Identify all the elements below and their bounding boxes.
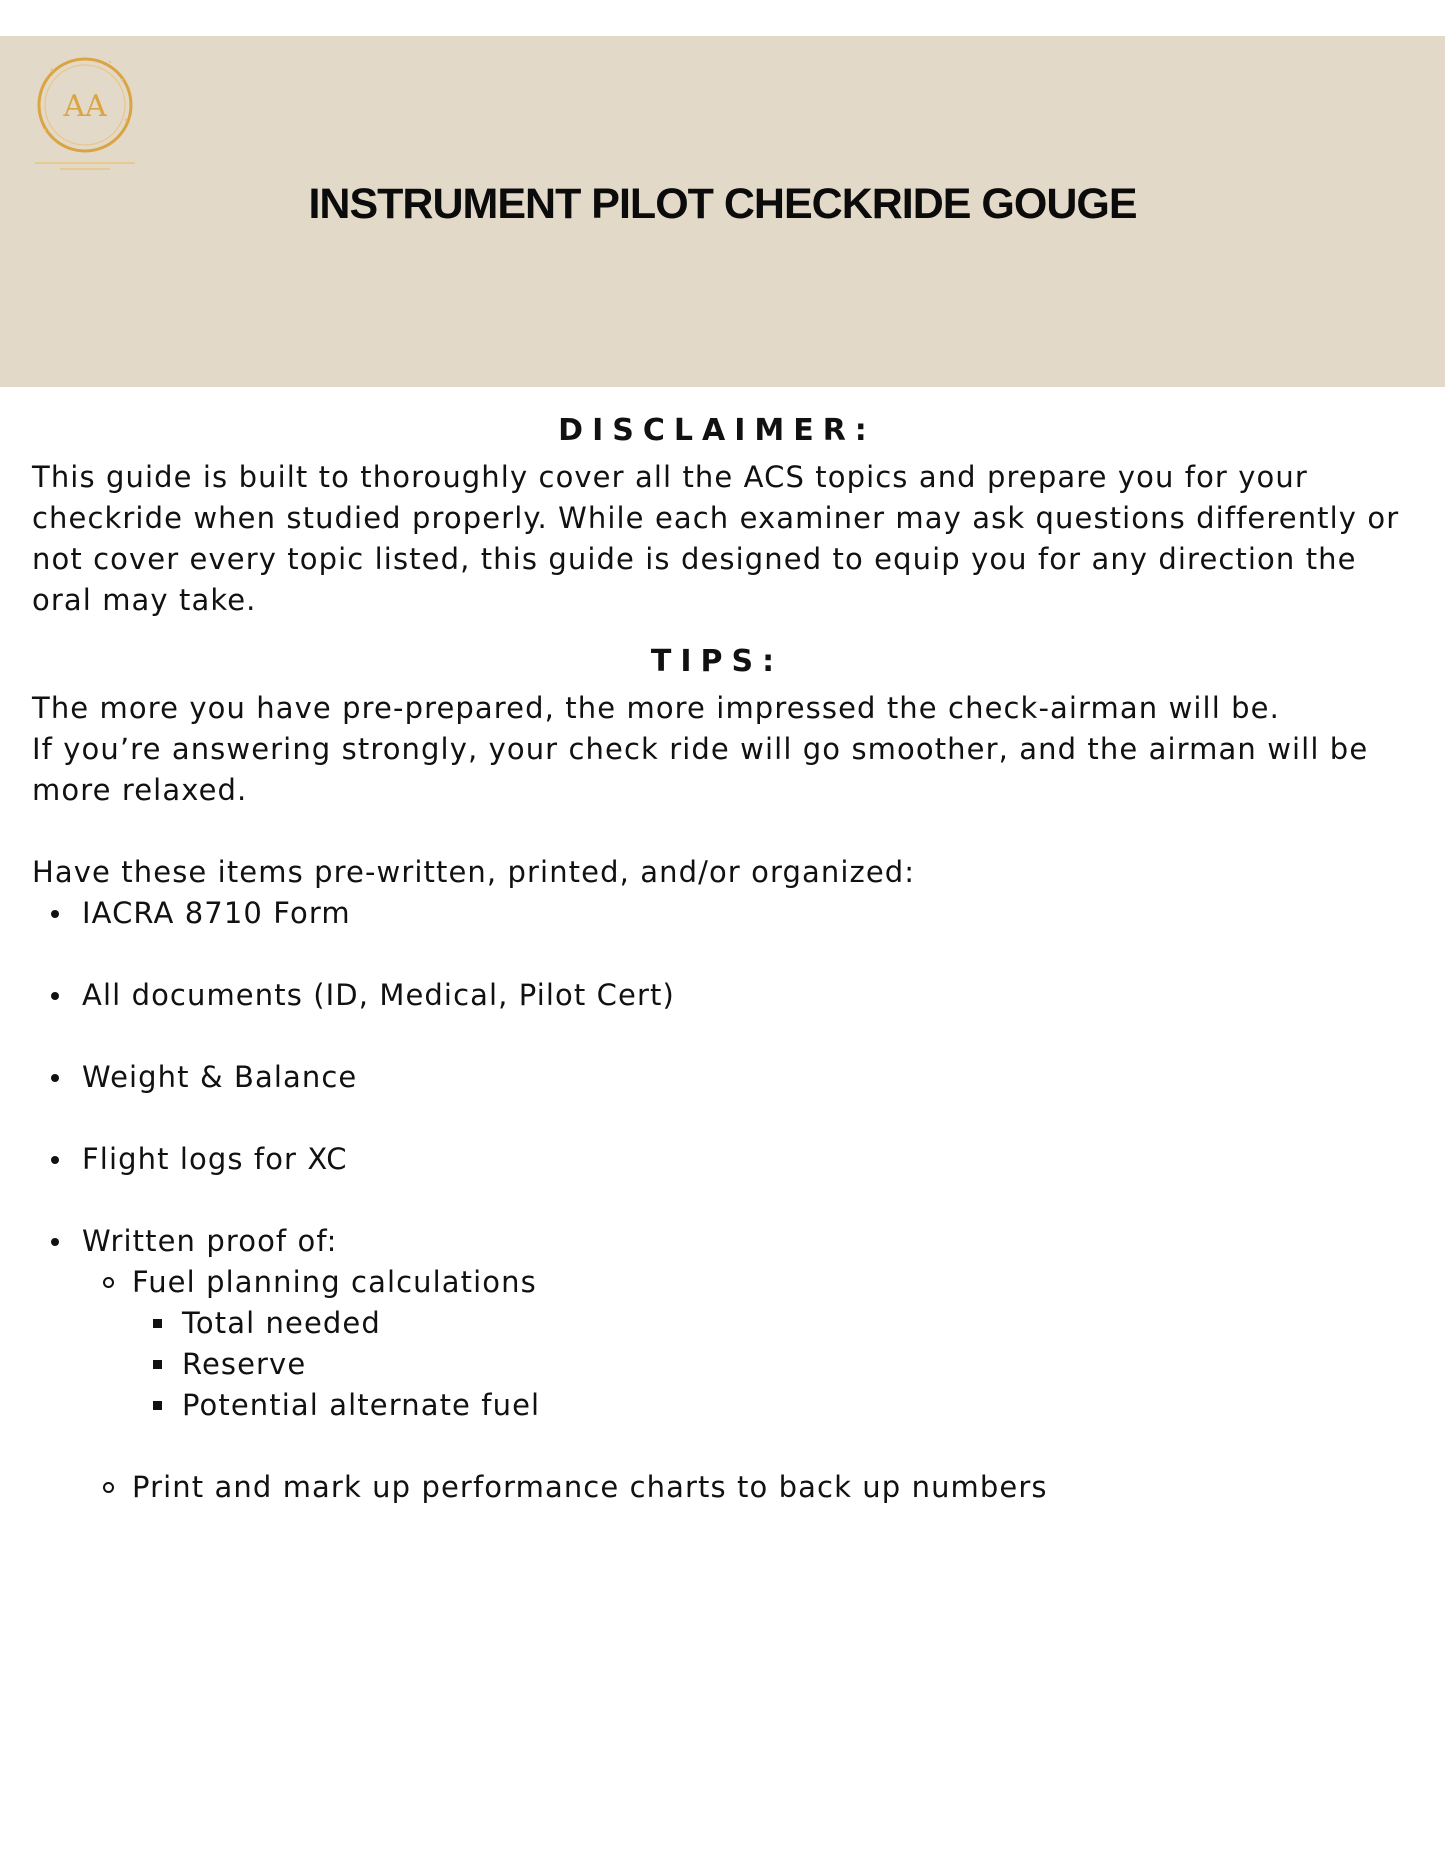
disclaimer-text: This guide is built to thoroughly cover all the ACS topics and prepare you for your checkride when studied properly. While each examiner may ask questions differently or not cover every topic listed, this guide is designed to equip you for any direction the oral may take. [32, 460, 1400, 617]
list-item [32, 1057, 1402, 1098]
checklist [32, 893, 1402, 1508]
square-bullet-icon [153, 1319, 162, 1328]
list-item [32, 975, 1402, 1016]
bullet-icon [51, 992, 59, 1000]
written-proof-list [82, 1262, 1402, 1508]
checklist-intro: Have these items pre-written, printed, and/or organized: [32, 855, 916, 889]
sub-sub-list-item-label: Potential alternate fuel [182, 1388, 541, 1422]
brand-logo [30, 50, 140, 180]
list-item-label: Flight logs for XC [82, 1142, 348, 1176]
list-item-label: Weight & Balance [82, 1060, 358, 1094]
disclaimer-heading: DISCLAIMER: [558, 413, 876, 448]
sub-list-item-label: Fuel planning calculations [132, 1265, 537, 1299]
square-bullet-icon [153, 1360, 162, 1369]
bullet-icon [51, 910, 59, 918]
list-item [32, 1139, 1402, 1180]
fuel-list [132, 1303, 1402, 1426]
list-item-label: Written proof of: [82, 1224, 338, 1258]
tips-line-1: The more you have pre-prepared, the more impressed the check-airman will be. [32, 691, 1280, 725]
sub-list-item [82, 1467, 1402, 1508]
bullet-icon [51, 1074, 59, 1082]
sub-sub-list-item [132, 1344, 1402, 1385]
hollow-bullet-icon [103, 1277, 114, 1288]
main-content [32, 410, 1402, 1508]
tips-line-2: If you’re answering strongly, your check ride will go smoother, and the airman will be more relaxed. [32, 732, 1369, 807]
list-item [32, 1221, 1402, 1508]
hollow-bullet-icon [103, 1482, 114, 1493]
sub-list-item-label: Print and mark up performance charts to back up numbers [132, 1470, 1048, 1504]
list-item [32, 893, 1402, 934]
sub-list-item [82, 1262, 1402, 1426]
bullet-icon [51, 1156, 59, 1164]
sub-sub-list-item-label: Total needed [182, 1306, 381, 1340]
list-item-label: IACRA 8710 Form [82, 896, 351, 930]
page-title: INSTRUMENT PILOT CHECKRIDE GOUGE [308, 180, 1137, 228]
square-bullet-icon [153, 1401, 162, 1410]
list-item-label: All documents (ID, Medical, Pilot Cert) [82, 978, 675, 1012]
tips-heading: TIPS: [650, 644, 784, 679]
sub-sub-list-item [132, 1385, 1402, 1426]
svg-text:AA: AA [63, 89, 107, 124]
sub-sub-list-item [132, 1303, 1402, 1344]
sub-sub-list-item-label: Reserve [182, 1347, 307, 1381]
bullet-icon [51, 1238, 59, 1246]
